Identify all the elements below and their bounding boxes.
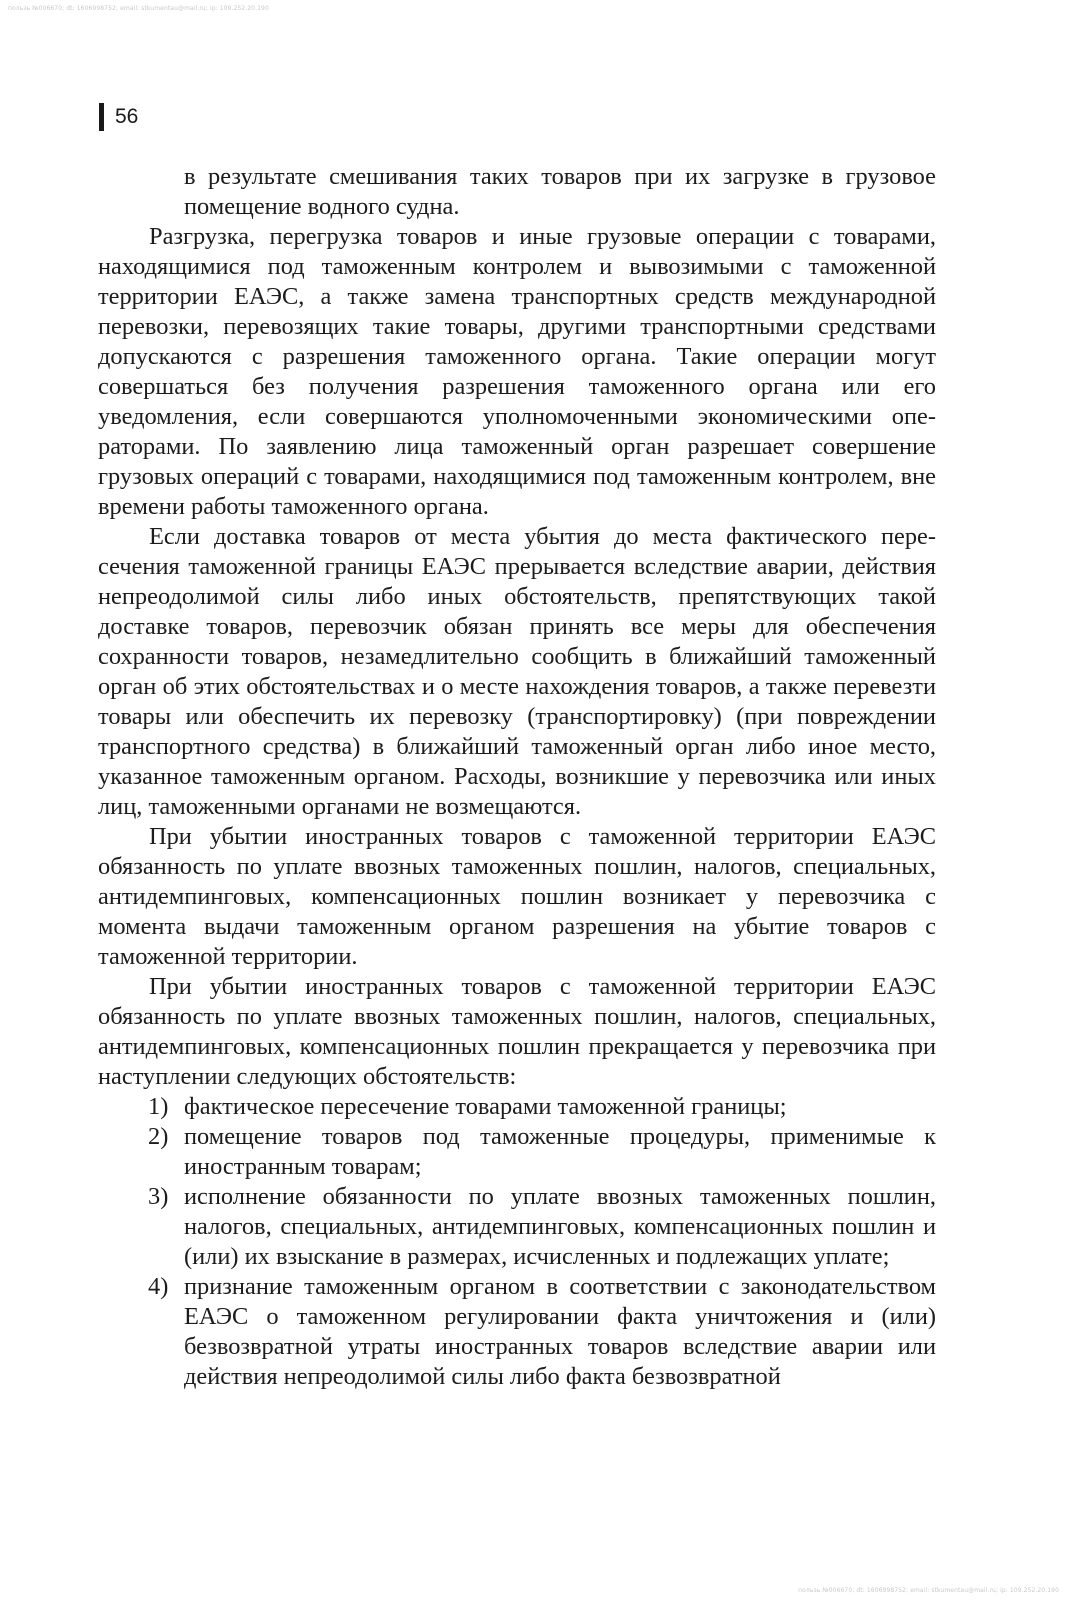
paragraph-delivery-interruption: Если доставка товаров от места убытия до места фактического пересечения таможенной границы ЕАЭС прерывается вследствие аварии, действия непреодолимой силы либо иных обстоятельств, препятствующих такой доставке товаров, перевозчик обязан принять все меры для обеспечения сохранности товаров, незамедлительно сообщить в ближайший таможенный орган об этих обстоятельствах и о месте нахождения товаров, а также перевезти товары или обеспечить их перевозку (транспортировку) (при повреждении транспортного средства) в ближайший таможенный орган либо иное место, указанное таможенным органом. Расходы, возникшие у перевозчика или иных лиц, таможенными органами не возмещаются. bbox=[98, 523, 936, 820]
page-number: 56 bbox=[115, 105, 139, 128]
header-bar bbox=[99, 103, 104, 131]
list-item-number: 2) bbox=[148, 1123, 169, 1150]
paragraph-duty-obligation-arises: При убытии иностранных товаров с таможенной территории ЕАЭС обязанность по уплате ввозных таможенных пошлин, налогов, специальных, антидемпинговых, компенсационных пошлин возникает у перевозчика с момента выдачи таможенным органом разрешения на убытие товаров с таможенной территории. bbox=[98, 823, 936, 970]
list-item-text: признание таможенным органом в соответствии с законодательством ЕАЭС о таможенном регулировании факта уничтожения и (или) безвозвратной утраты иностранных товаров вследствие аварии или действия непреодолимой силы либо факта безвозвратной bbox=[184, 1273, 936, 1390]
list-item-number: 3) bbox=[148, 1183, 169, 1210]
list-item-text: помещение товаров под таможенные процедуры, применимые к иностранным товарам; bbox=[184, 1123, 936, 1180]
list-item bbox=[98, 1272, 936, 1392]
page-header bbox=[99, 104, 138, 130]
watermark-top: пользь №006670; dt: 1606998752; email: stkumentau@mail.ru; ip: 109.252.20.190 bbox=[8, 5, 269, 12]
list-item-number: 1) bbox=[148, 1093, 169, 1120]
list-item-number: 4) bbox=[148, 1273, 169, 1300]
continuation-paragraph: в результате смешивания таких товаров при их загрузке в грузовое помещение водного судна. bbox=[184, 163, 936, 220]
list-item bbox=[98, 1122, 936, 1182]
list-item-text: исполнение обязанности по уплате ввозных таможенных пошлин, налогов, специальных, антидемпинговых, компенсационных пошлин и (или) их взыскание в размерах, исчисленных и подлежащих уплате; bbox=[184, 1183, 936, 1270]
list-item bbox=[98, 1092, 936, 1122]
page-body bbox=[98, 162, 936, 1392]
list-item-text: фактическое пересечение товарами таможенной границы; bbox=[184, 1093, 787, 1120]
list-item bbox=[98, 1182, 936, 1272]
numbered-list bbox=[98, 1092, 936, 1392]
paragraph-cargo-operations: Разгрузка, перегрузка товаров и иные грузовые операции с товарами, находящимися под таможенным контролем и вывозимыми с таможенной территории ЕАЭС, а также замена транспортных средств международной перевозки, перевозящих такие товары, другими транспортными средствами допускаются с разрешения таможенного органа. Такие операции могут совершаться без получения разрешения таможенного органа или его уведомления, если совершаются уполномоченными экономическими операторами. По заявлению лица таможенный орган разрешает совершение грузовых операций с товарами, находящимися под таможенным контролем, вне времени работы таможенного органа. bbox=[98, 223, 936, 520]
watermark-bottom: пользь №006670; dt: 1606998752; email: stkumentau@mail.ru; ip: 109.252.20.190 bbox=[798, 1587, 1059, 1594]
paragraph-duty-obligation-terminates: При убытии иностранных товаров с таможенной территории ЕАЭС обязанность по уплате ввозных таможенных пошлин, налогов, специальных, антидемпинговых, компенсационных пошлин прекращается у перевозчика при наступлении следующих обстоятельств: bbox=[98, 973, 936, 1090]
